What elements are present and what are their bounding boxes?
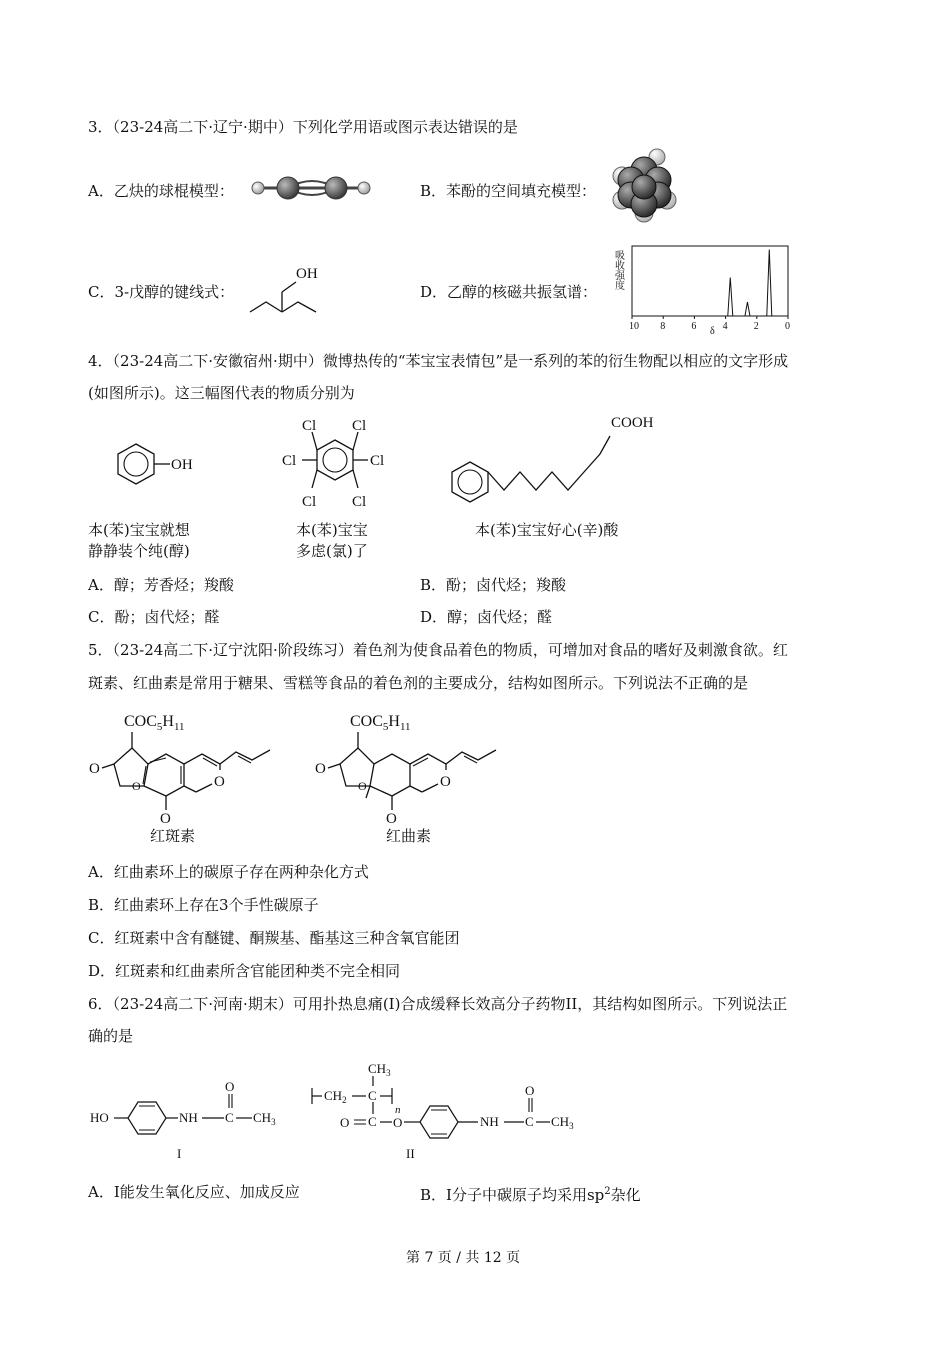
q3-option-b[interactable]: B．苯酚的空间填充模型： (420, 182, 597, 200)
monascin-structure (312, 706, 512, 826)
compound-i-label: I (177, 1146, 182, 1161)
q4-option-b[interactable]: B．酚；卤代烃；羧酸 (420, 576, 567, 594)
phenol-space-filling-model (610, 148, 682, 222)
svg-text:O: O (386, 811, 397, 827)
compound-ii-label: II (406, 1146, 415, 1161)
q4-option-c[interactable]: C．酚；卤代烃；醛 (88, 608, 220, 626)
cl-label: Cl (282, 453, 297, 469)
svg-text:NH: NH (480, 1114, 499, 1129)
svg-text:C: C (525, 1114, 534, 1129)
nmr-tick-label: 6 (691, 321, 697, 332)
nmr-ylabel: 吸收强度 (612, 250, 624, 290)
fig1-caption-line1: 本(苯)宝宝就想 (88, 521, 190, 539)
oh-label: OH (296, 266, 318, 282)
fig1-caption-line2: 静静装个纯(醇) (88, 542, 190, 560)
svg-text:O: O (440, 774, 451, 790)
fig2-caption-line2: 多虑(氯)了 (296, 542, 368, 560)
q4-option-a[interactable]: A．醇；芳香烃；羧酸 (88, 576, 234, 594)
q5-option-a[interactable]: A．红曲素环上的碳原子存在两种杂化方式 (88, 863, 369, 881)
q3-option-c[interactable]: C．3-戊醇的键线式： (88, 283, 235, 301)
q6-stem-line2: 确的是 (88, 1027, 134, 1045)
svg-text:O: O (340, 1115, 350, 1130)
q5-stem-line2: 斑素、红曲素是常用于糖果、雪糕等食品的着色剂的主要成分，结构如图所示。下列说法不正确的是 (88, 674, 749, 692)
q5-option-c[interactable]: C．红斑素中含有醚键、酮羰基、酯基这三种含氧官能团 (88, 929, 460, 947)
coc5h11-label: $COC_5H_{11}$ (350, 713, 411, 733)
ethyne-ball-stick-model (250, 170, 375, 206)
cl-label: Cl (302, 494, 317, 510)
phenol-structure (108, 440, 208, 490)
q5-option-b[interactable]: B．红曲素环上存在3个手性碳原子 (88, 896, 319, 914)
nmr-tick-label: 4 (722, 321, 728, 332)
svg-text:HO: HO (90, 1110, 109, 1125)
svg-text:C: C (225, 1110, 234, 1125)
svg-text:O: O (214, 774, 225, 790)
3-pentanol-skeletal-formula (248, 260, 328, 318)
cooh-label: COOH (611, 415, 654, 431)
svg-text:O: O (89, 761, 100, 777)
page-footer: 第 7 页 / 共 12 页 (406, 1250, 521, 1266)
svg-text:CH3: $CH_3$ (253, 1110, 276, 1127)
nmr-peak-trace (632, 250, 788, 317)
svg-text:CH3: $CH_3$ (551, 1114, 574, 1131)
svg-text:CH3: $CH_3$ (368, 1061, 391, 1078)
nmr-xlabel: δ (710, 326, 715, 337)
svg-text:O: O (315, 761, 326, 777)
q4-stem-line1: 4．（23-24高二下·安徽宿州·期中）微博热传的“苯宝宝表情包”是一系列的苯的衍生物配以相应的文字形成 (88, 352, 789, 370)
svg-text:O: O (160, 811, 171, 827)
cl-label: Cl (302, 418, 317, 434)
cl-label: Cl (352, 494, 367, 510)
fig3-caption: 本(苯)宝宝好心(辛)酸 (475, 521, 619, 539)
q4-stem-line2: (如图所示)。这三幅图代表的物质分别为 (88, 384, 355, 402)
svg-text:O: O (358, 779, 367, 793)
svg-text:O: O (132, 779, 141, 793)
q6-stem-line1: 6．（23-24高二下·河南·期末）可用扑热息痛(I)合成缓释长效高分子药物II，其结构如图所示。下列说法正 (88, 995, 788, 1013)
svg-text:O: O (225, 1079, 235, 1094)
fig2-caption-line1: 本(苯)宝宝 (296, 521, 368, 539)
phenol-oh-label: OH (171, 457, 193, 473)
paracetamol-structure (88, 1078, 288, 1164)
monascin-name: 红曲素 (386, 827, 432, 845)
q4-option-d[interactable]: D．醇；卤代烃；醛 (420, 608, 553, 626)
cl-label: Cl (370, 453, 385, 469)
svg-text:O: O (393, 1115, 403, 1130)
svg-text:C: C (368, 1088, 377, 1103)
rubropunctatin-structure (86, 706, 286, 826)
q5-stem-line1: 5．（23-24高二下·辽宁沈阳·阶段练习）着色剂为使食品着色的物质，可增加对食品的嗜好及刺激食欲。红 (88, 641, 788, 659)
svg-text:CH2: $CH_2$ (324, 1088, 347, 1105)
nmr-tick-label: 10 (629, 321, 639, 332)
nmr-tick-label: 2 (753, 321, 759, 332)
q3-stem: 3．（23-24高二下·辽宁·期中）下列化学用语或图示表达错误的是 (88, 118, 518, 136)
q3-option-d[interactable]: D．乙醇的核磁共振氢谱： (420, 283, 598, 301)
svg-text:n: n (395, 1104, 401, 1116)
q3-option-a[interactable]: A．乙炔的球棍模型： (88, 182, 234, 200)
nmr-tick-label: 8 (660, 321, 666, 332)
coc5h11-label: $COC_5H_{11}$ (124, 713, 185, 733)
q5-option-d[interactable]: D．红斑素和红曲素所含官能团种类不完全相同 (88, 962, 401, 980)
octanoic-phenyl-acid-structure (448, 410, 668, 514)
svg-text:NH: NH (179, 1110, 198, 1125)
rubropunctatin-name: 红斑素 (150, 827, 196, 845)
q6-option-b[interactable]: B．I分子中碳原子均采用$sp^2$杂化 (420, 1186, 641, 1204)
polymer-drug-structure (310, 1058, 600, 1166)
svg-text:C: C (368, 1114, 377, 1129)
nmr-tick-label: 0 (785, 321, 790, 332)
svg-text:O: O (525, 1083, 535, 1098)
cl-label: Cl (352, 418, 367, 434)
hexachlorobenzene-structure (280, 414, 390, 514)
ethanol-nmr-spectrum (612, 244, 794, 336)
q6-option-a[interactable]: A．I能发生氧化反应、加成反应 (88, 1183, 300, 1201)
